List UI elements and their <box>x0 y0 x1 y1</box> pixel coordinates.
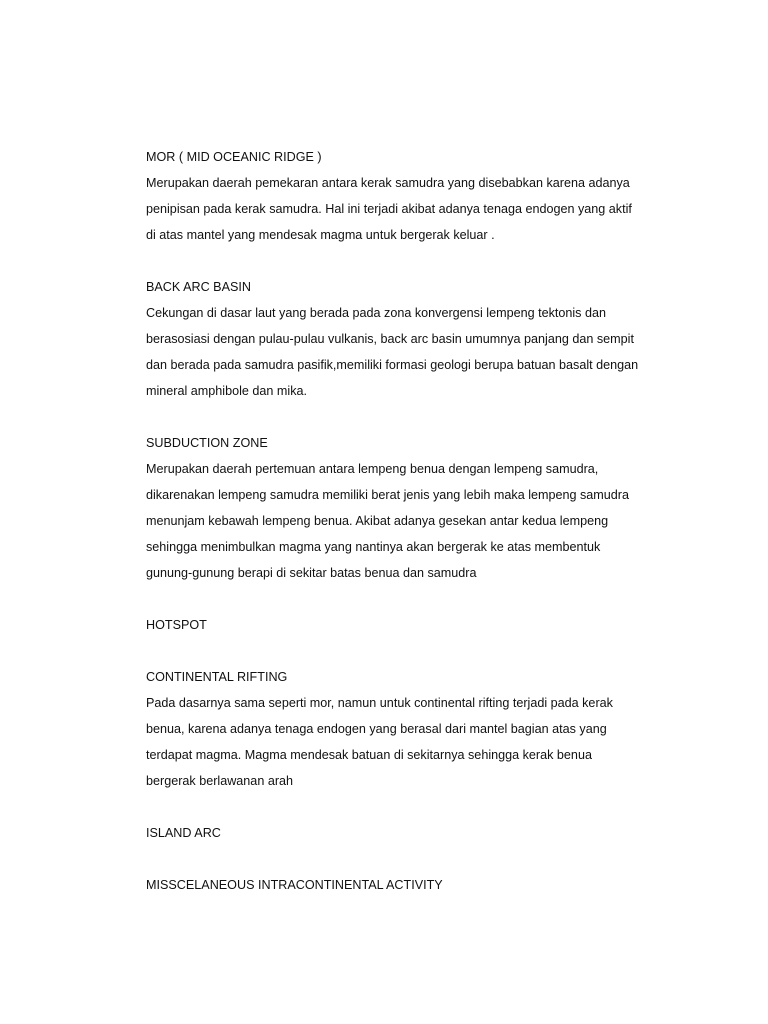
section-continental-rifting <box>146 664 746 794</box>
section-heading: CONTINENTAL RIFTING <box>146 670 288 684</box>
paragraph-line: berasosiasi dengan pulau-pulau vulkanis, back arc basin umumnya panjang dan sempit <box>146 332 634 346</box>
section-back-arc-basin <box>146 274 746 404</box>
paragraph-line: dan berada pada samudra pasifik,memiliki formasi geologi berupa batuan basalt dengan <box>146 358 639 372</box>
paragraph-line: penipisan pada kerak samudra. Hal ini terjadi akibat adanya tenaga endogen yang aktif <box>146 202 632 216</box>
paragraph-line: dikarenakan lempeng samudra memiliki berat jenis yang lebih maka lempeng samudra <box>146 488 630 502</box>
section-heading: HOTSPOT <box>146 618 207 632</box>
paragraph-line: Merupakan daerah pemekaran antara kerak samudra yang disebabkan karena adanya <box>146 176 630 190</box>
paragraph-line: di atas mantel yang mendesak magma untuk bergerak keluar . <box>146 228 495 242</box>
section-heading: MOR ( MID OCEANIC RIDGE ) <box>146 150 322 164</box>
paragraph-line: bergerak berlawanan arah <box>146 774 294 788</box>
section-heading: MISSCELANEOUS INTRACONTINENTAL ACTIVITY <box>146 878 443 892</box>
section-heading: ISLAND ARC <box>146 826 221 840</box>
document-body <box>146 144 746 924</box>
section-hotspot <box>146 612 746 638</box>
section-heading: BACK ARC BASIN <box>146 280 251 294</box>
section-island-arc <box>146 820 746 846</box>
paragraph-line: sehingga menimbulkan magma yang nantinya akan bergerak ke atas membentuk <box>146 540 601 554</box>
paragraph-line: Pada dasarnya sama seperti mor, namun untuk continental rifting terjadi pada kerak <box>146 696 613 710</box>
paragraph-line: gunung-gunung berapi di sekitar batas benua dan samudra <box>146 566 477 580</box>
section-heading: SUBDUCTION ZONE <box>146 436 268 450</box>
paragraph-line: terdapat magma. Magma mendesak batuan di sekitarnya sehingga kerak benua <box>146 748 592 762</box>
paragraph-line: menunjam kebawah lempeng benua. Akibat adanya gesekan antar kedua lempeng <box>146 514 609 528</box>
paragraph-line: mineral amphibole dan mika. <box>146 384 308 398</box>
paragraph-line: benua, karena adanya tenaga endogen yang berasal dari mantel bagian atas yang <box>146 722 607 736</box>
paragraph-line: Merupakan daerah pertemuan antara lempeng benua dengan lempeng samudra, <box>146 462 599 476</box>
section-misscelaneous-intracontinental-activity <box>146 872 746 898</box>
paragraph-line: Cekungan di dasar laut yang berada pada zona konvergensi lempeng tektonis dan <box>146 306 606 320</box>
section-subduction-zone <box>146 430 746 586</box>
section-mor <box>146 144 746 248</box>
